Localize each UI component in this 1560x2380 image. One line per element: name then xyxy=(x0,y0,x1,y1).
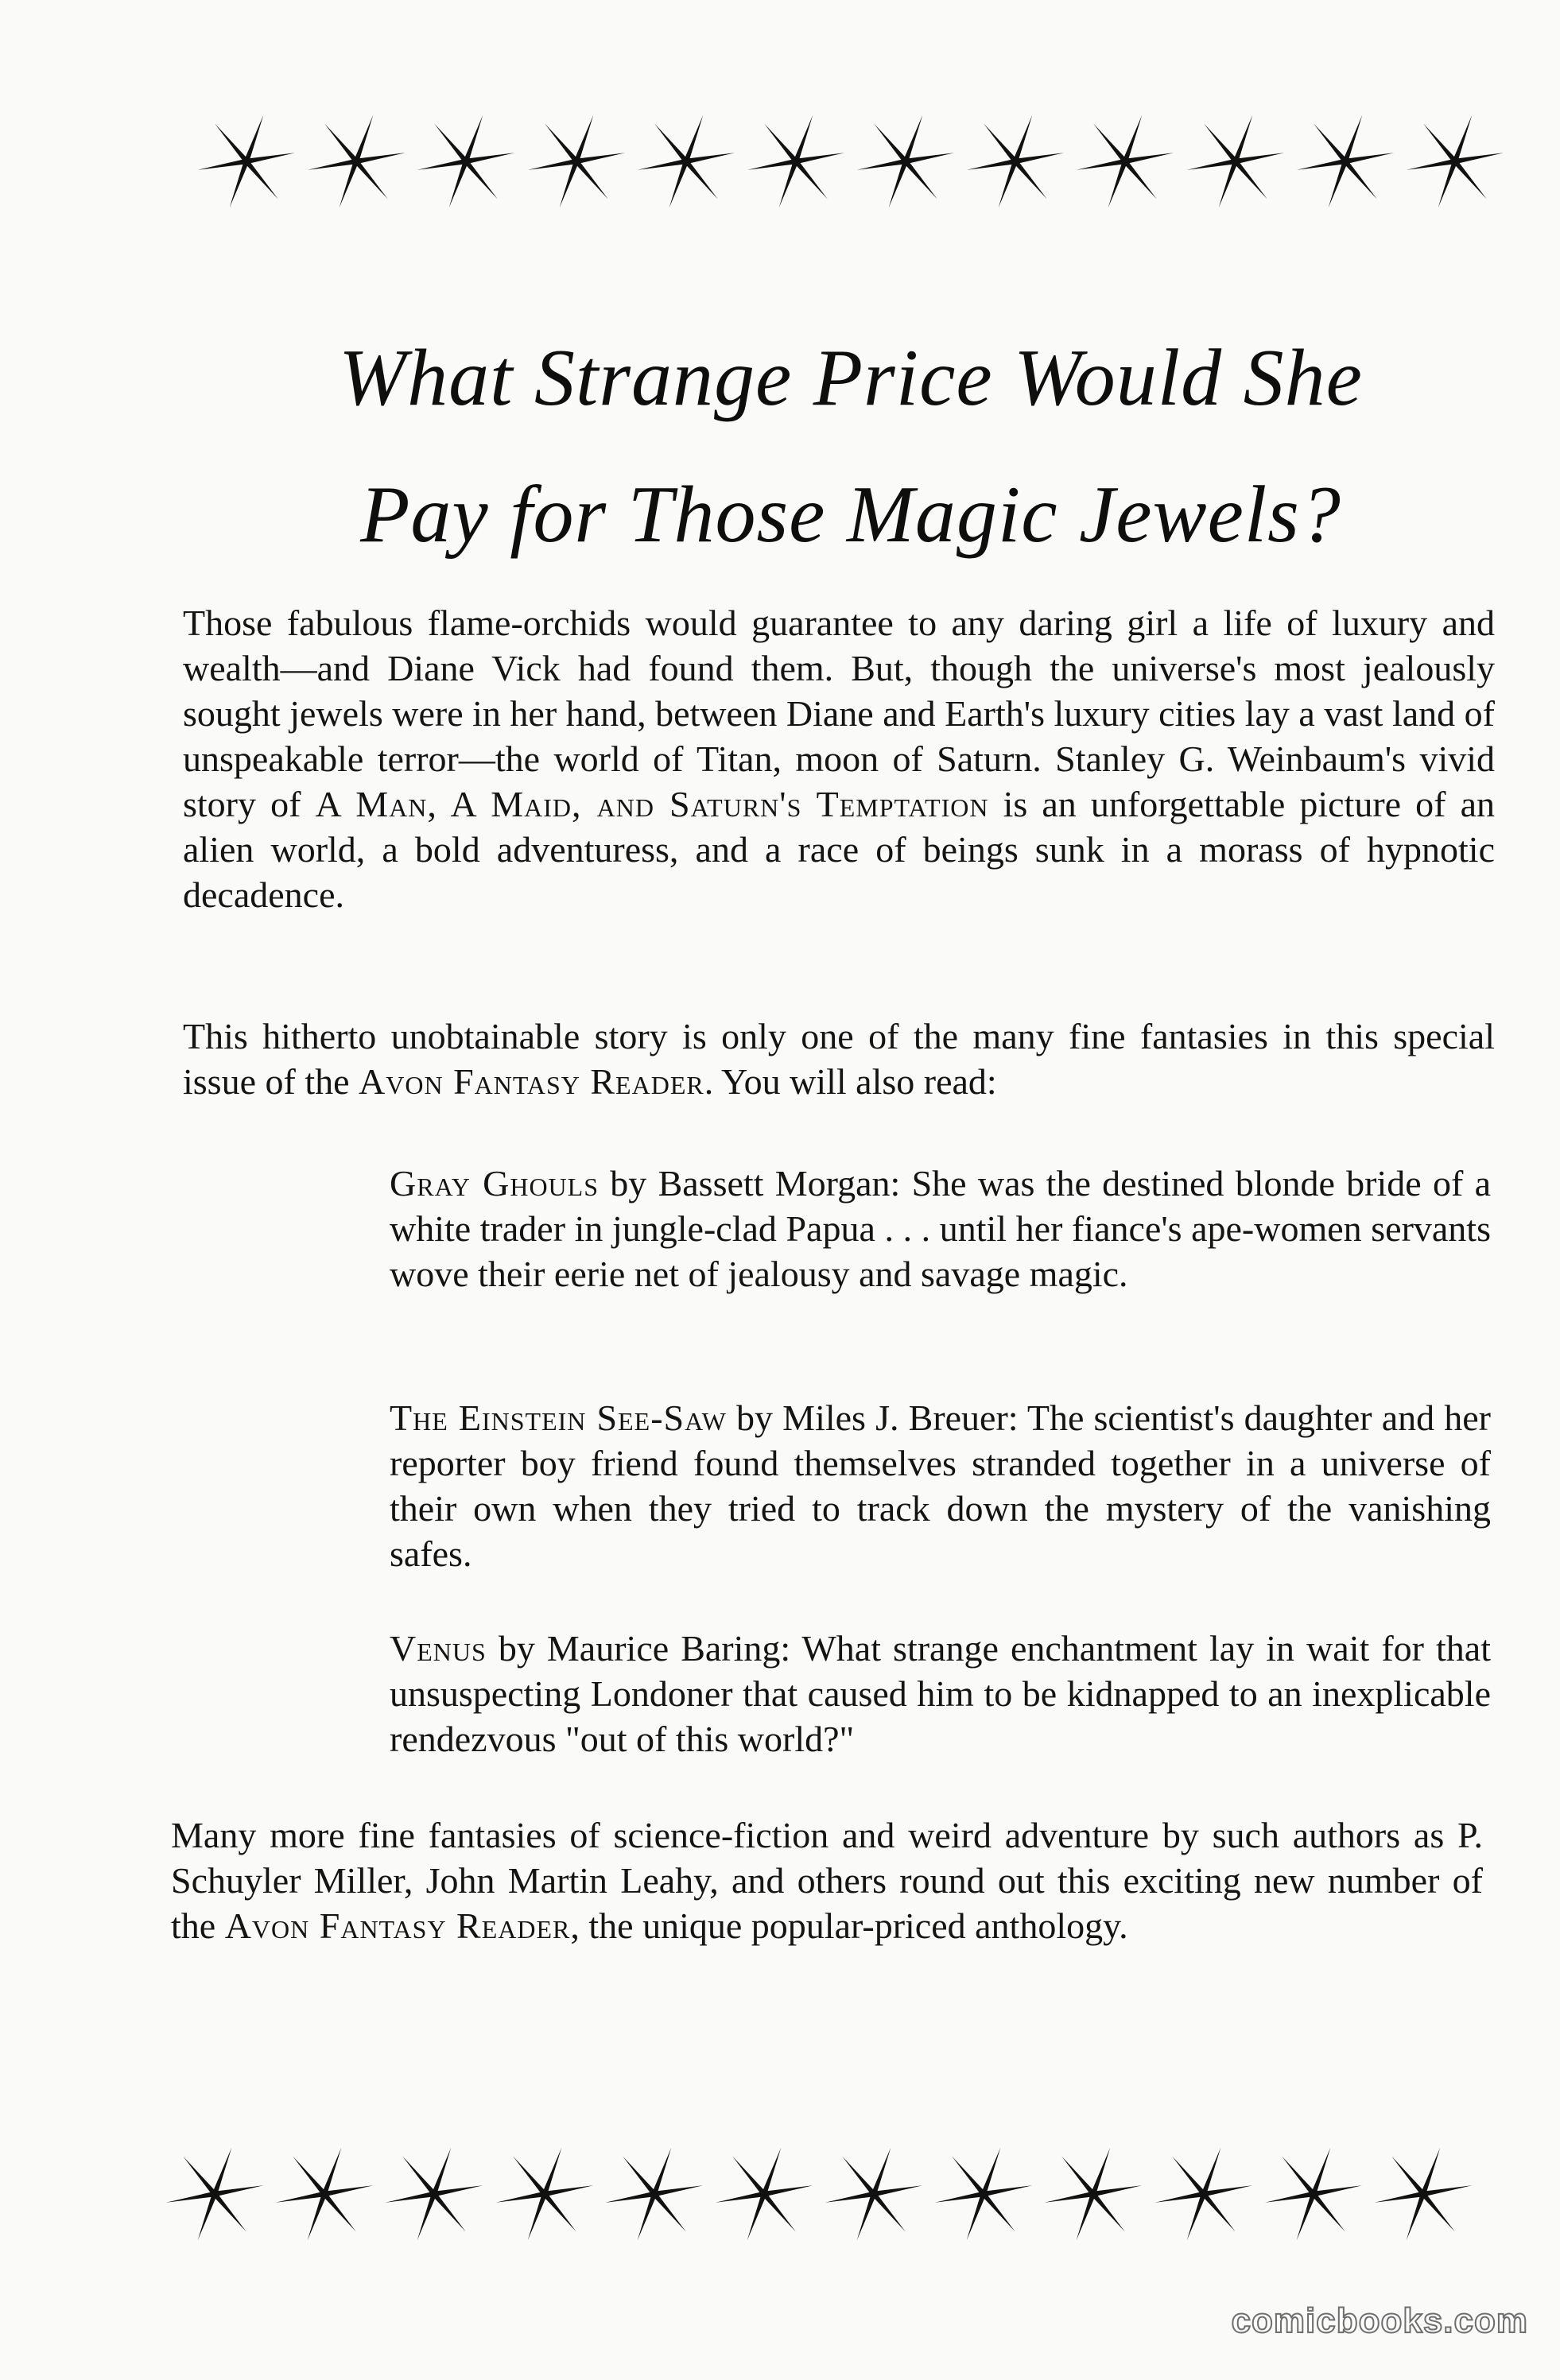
closing-text-end: , the unique popular-priced anthology. xyxy=(570,1905,1128,1946)
headline-line-2: Pay for Those Magic Jewels? xyxy=(360,470,1341,560)
story-blurb-gray-ghouls xyxy=(390,1161,1491,1297)
six-point-asterisk-icon xyxy=(603,2142,706,2246)
lead-in-paragraph xyxy=(183,1014,1495,1104)
headline xyxy=(215,310,1487,583)
six-point-asterisk-icon xyxy=(1403,110,1507,213)
lead-in-text-end: . You will also read: xyxy=(704,1061,997,1102)
intro-text-start: Those fabulous flame-orchids would guarantee to any daring girl a life of luxury and wealth—and Diane Vick had found them. But, though the universe's most jealously sought jewels were in her hand, between Diane and Earth's luxury cities lay a vast land of unspeakable terror—the world of Titan, moon of Saturn. Stanley G. Weinbaum's vivid story of xyxy=(183,603,1495,824)
six-point-asterisk-icon xyxy=(744,110,848,213)
six-point-asterisk-icon xyxy=(712,2142,816,2246)
six-point-asterisk-icon xyxy=(1372,2142,1475,2246)
intro-paragraph xyxy=(183,600,1495,917)
six-point-asterisk-icon xyxy=(382,2142,486,2246)
closing-paragraph xyxy=(171,1812,1483,1948)
story-blurb-einstein-see-saw xyxy=(390,1395,1491,1576)
six-point-asterisk-icon xyxy=(1152,2142,1255,2246)
six-point-asterisk-icon xyxy=(1184,110,1287,213)
story-title: The Einstein See-Saw xyxy=(390,1397,727,1438)
six-point-asterisk-icon xyxy=(932,2142,1035,2246)
intro-text-end: is an unforgettable picture of an alien world, a bold adventuress, and a race of beings sunk in a morass of hypnotic decadence. xyxy=(183,784,1495,915)
closing-text-start: Many more fine fantasies of science-fiction and weird adventure by such authors as P. Schuyler Miller, John Martin Leahy, and others round out this exciting new number of the xyxy=(171,1815,1483,1946)
magazine-name: Avon Fantasy Reader xyxy=(359,1061,704,1102)
six-point-asterisk-icon xyxy=(1294,110,1397,213)
lead-in-text-start: This hitherto unobtainable story is only one of the many fine fantasies in this special issue of the xyxy=(183,1016,1495,1102)
six-point-asterisk-icon xyxy=(1262,2142,1365,2246)
six-point-asterisk-icon xyxy=(414,110,518,213)
six-point-asterisk-icon xyxy=(195,110,298,213)
six-point-asterisk-icon xyxy=(634,110,738,213)
story-title: Venus xyxy=(390,1628,487,1669)
six-point-asterisk-icon xyxy=(493,2142,596,2246)
headline-line-1: What Strange Price Would She xyxy=(339,333,1363,423)
six-point-asterisk-icon xyxy=(1042,2142,1145,2246)
six-point-asterisk-icon xyxy=(822,2142,926,2246)
six-point-asterisk-icon xyxy=(854,110,957,213)
six-point-asterisk-icon xyxy=(1073,110,1177,213)
story-description: by Maurice Baring: What strange enchantment lay in wait for that unsuspecting Londoner that caused him to be kidnapped to an inexplicable rendezvous "out of this world?" xyxy=(390,1628,1491,1759)
site-watermark: comicbooks.com xyxy=(1231,2301,1528,2340)
story-title: Gray Ghouls xyxy=(390,1163,600,1204)
top-star-border xyxy=(195,94,1507,229)
bottom-star-border xyxy=(163,2126,1475,2262)
six-point-asterisk-icon xyxy=(964,110,1067,213)
six-point-asterisk-icon xyxy=(305,110,408,213)
six-point-asterisk-icon xyxy=(525,110,628,213)
six-point-asterisk-icon xyxy=(273,2142,376,2246)
story-title-saturn: A Man, A Maid, and Saturn's Temptation xyxy=(315,784,989,824)
six-point-asterisk-icon xyxy=(163,2142,266,2246)
story-description: by Bassett Morgan: She was the destined blonde bride of a white trader in jungle-clad Papua . . . until her fiance's ape-women servants wove their eerie net of jealousy and savage magic. xyxy=(390,1163,1491,1294)
story-blurb-venus xyxy=(390,1626,1491,1762)
story-description: by Miles J. Breuer: The scientist's daughter and her reporter boy friend found themselves stranded together in a universe of their own when they tried to track down the mystery of the vanishing safes. xyxy=(390,1397,1491,1574)
magazine-name: Avon Fantasy Reader xyxy=(224,1905,571,1946)
